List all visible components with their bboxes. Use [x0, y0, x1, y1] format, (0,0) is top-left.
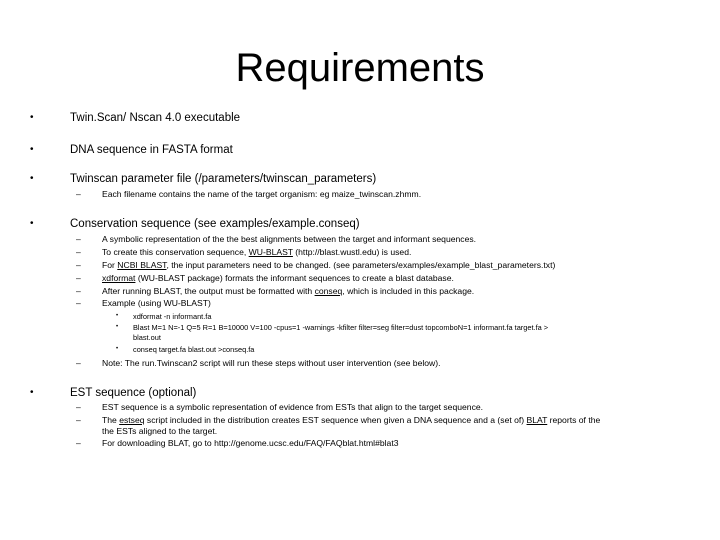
- example-command: conseq target.fa blast.out >conseq.fa: [133, 345, 255, 354]
- text: (WU-BLAST package) formats the informant sequences to create a blast database.: [135, 273, 454, 283]
- dash-marker: –: [76, 247, 81, 257]
- text: script included in the distribution creates EST sequence when given a DNA sequence and a (set of): [144, 415, 527, 425]
- text: After running BLAST, the output must be formatted with: [102, 286, 315, 296]
- example-command-continued: blast.out: [133, 333, 161, 342]
- xdformat-link[interactable]: xdformat: [102, 273, 136, 283]
- bullet-marker: •: [116, 324, 119, 330]
- dash-marker: –: [76, 402, 81, 412]
- bullet-marker: •: [30, 112, 34, 123]
- item-executable: Twin.Scan/ Nscan 4.0 executable: [70, 112, 241, 124]
- text: The: [102, 415, 120, 425]
- wu-blast-link[interactable]: WU-BLAST: [248, 247, 293, 257]
- text: reports of the: [547, 415, 601, 425]
- bullet-marker: •: [116, 346, 119, 352]
- conservation-detail: [102, 260, 555, 270]
- dash-marker: –: [76, 415, 81, 425]
- blat-link[interactable]: BLAT: [526, 415, 548, 425]
- bullet-marker: •: [30, 173, 34, 184]
- est-detail: For downloading BLAT, go to http://genome.ucsc.edu/FAQ/FAQblat.html#blat3: [102, 438, 399, 448]
- item-est-sequence: EST sequence (optional): [70, 387, 197, 399]
- est-detail: [102, 415, 600, 425]
- text: (http://blast.wustl.edu) is used.: [292, 247, 412, 257]
- conservation-detail: Example (using WU-BLAST): [102, 298, 211, 308]
- ncbi-blast-link[interactable]: NCBI BLAST: [117, 260, 167, 270]
- parameter-file-detail: Each filename contains the name of the target organism: eg maize_twinscan.zhmm.: [102, 189, 422, 199]
- conservation-detail: A symbolic representation of the the best alignments between the target and informant sequences.: [102, 234, 477, 244]
- conservation-detail: [102, 286, 474, 296]
- conservation-note: Note: The run.Twinscan2 script will run these steps without user intervention (see below).: [102, 358, 441, 368]
- dash-marker: –: [76, 260, 81, 270]
- dash-marker: –: [76, 234, 81, 244]
- text: To create this conservation sequence,: [102, 247, 249, 257]
- text: For: [102, 260, 118, 270]
- conseq-link[interactable]: conseq: [314, 286, 343, 296]
- slide-title: Requirements: [235, 46, 485, 90]
- text: , which is included in this package.: [342, 286, 475, 296]
- dash-marker: –: [76, 286, 81, 296]
- bullet-marker: •: [30, 144, 34, 155]
- example-command: Blast M=1 N=-1 Q=5 R=1 B=10000 V=100 -cpus=1 -warnings -kfilter filter=seg filter=dust topcomboN=1 informant.fa target.fa >: [133, 323, 549, 332]
- est-detail-continued: the ESTs aligned to the target.: [102, 426, 218, 436]
- item-conservation-sequence: Conservation sequence (see examples/example.conseq): [70, 218, 360, 230]
- text: , the input parameters need to be changed. (see parameters/examples/example_blast_parameters.txt): [166, 260, 556, 270]
- bullet-marker: •: [116, 313, 119, 319]
- dash-marker: –: [76, 438, 81, 448]
- bullet-marker: •: [30, 387, 34, 398]
- dash-marker: –: [76, 298, 81, 308]
- dash-marker: –: [76, 358, 81, 368]
- item-dna-sequence: DNA sequence in FASTA format: [70, 144, 233, 156]
- dash-marker: –: [76, 273, 81, 283]
- item-parameter-file: Twinscan parameter file (/parameters/twinscan_parameters): [70, 173, 377, 185]
- conservation-detail: [102, 273, 454, 283]
- estseq-link[interactable]: estseq: [119, 415, 145, 425]
- dash-marker: –: [76, 189, 81, 199]
- bullet-marker: •: [30, 218, 34, 229]
- est-detail: EST sequence is a symbolic representation of evidence from ESTs that align to the target sequence.: [102, 402, 484, 412]
- example-command: xdformat -n informant.fa: [133, 312, 212, 321]
- conservation-detail: [102, 247, 411, 257]
